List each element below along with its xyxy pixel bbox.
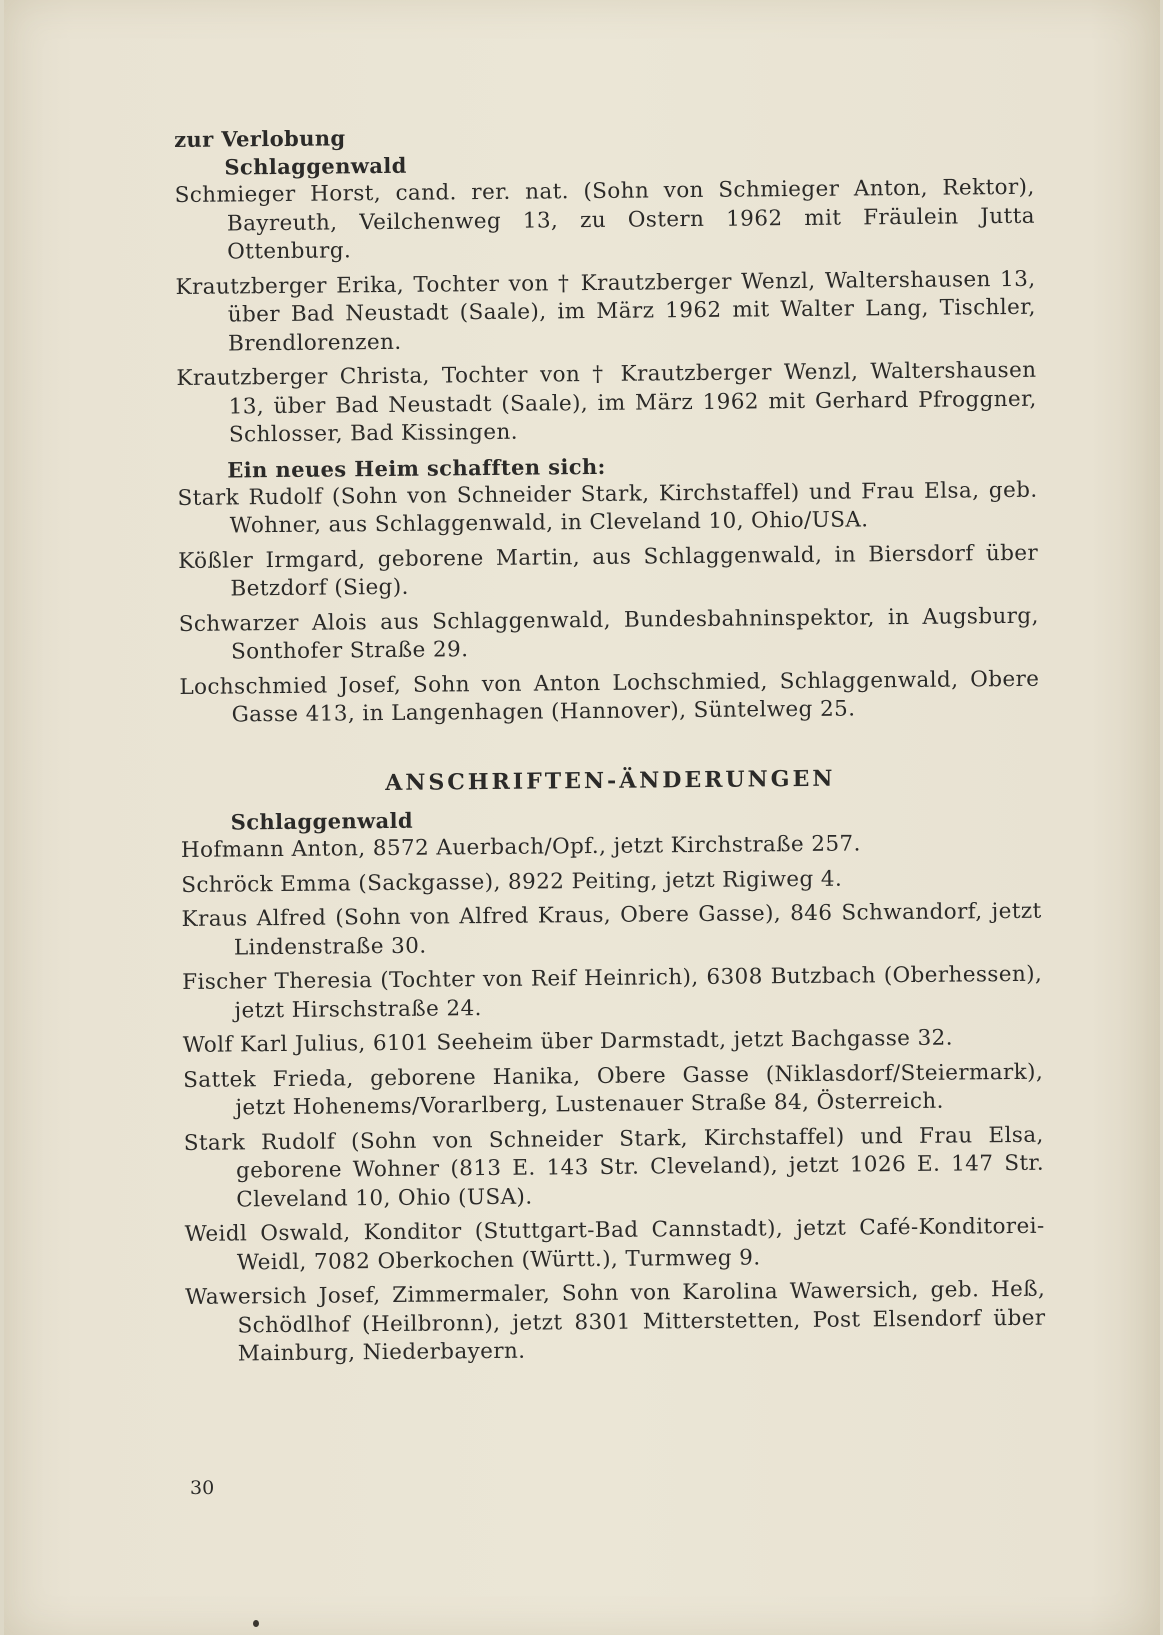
- address-change-entry: Stark Rudolf (Sohn von Schneider Stark, Kirchstaffel) und Frau Elsa, geborene Wohner (813 E. 143 Str. Cleveland), jetzt 1026 E. 147 Str. Cleveland 10, Ohio (USA).: [183, 1122, 1045, 1212]
- heading-new-home: Ein neues Heim schafften sich:: [227, 453, 606, 483]
- address-change-entry: Wawersich Josef, Zimmermaler, Sohn von Karolina Wawersich, geb. Heß, Schödlhof (Heilbronn), jetzt 8301 Mitterstetten, Post Elsendorf über Mainburg, Niederbayern.: [185, 1276, 1046, 1367]
- page-body: [174, 118, 1046, 1376]
- engagement-entry: Krautzberger Erika, Tochter von † Krautzberger Wenzl, Waltershausen 13, über Bad Neustadt (Saale), im März 1962 mit Walter Lang, Tischler, Brendlorenzen.: [175, 266, 1036, 356]
- heading-engagement: zur Verlobung: [174, 125, 346, 152]
- home-entry: Lochschmied Josef, Sohn von Anton Lochschmied, Schlaggenwald, Obere Gasse 413, in Langenhagen (Hannover), Süntelweg 25.: [179, 666, 1040, 728]
- address-change-entry: Schröck Emma (Sackgasse), 8922 Peiting, jetzt Rigiweg 4.: [181, 866, 843, 898]
- section-title: ANSCHRIFTEN-ÄNDERUNGEN: [385, 765, 836, 796]
- home-entry: Kößler Irmgard, geborene Martin, aus Schlaggenwald, in Biersdorf über Betzdorf (Sieg).: [178, 540, 1039, 602]
- engagement-entry: Schmieger Horst, cand. rer. nat. (Sohn von Schmieger Anton, Rektor), Bayreuth, Veilchenweg 13, zu Ostern 1962 mit Fräulein Jutta Ottenburg.: [174, 174, 1036, 265]
- address-change-entry: Hofmann Anton, 8572 Auerbach/Opf., jetzt Kirchstraße 257.: [180, 831, 861, 863]
- ink-speck: [253, 1620, 259, 1627]
- address-change-entry: Sattek Frieda, geborene Hanika, Obere Gasse (Niklasdorf/Steiermark), jetzt Hohenems/Vorarlberg, Lustenauer Straße 84, Österreich.: [183, 1059, 1044, 1121]
- address-change-entry: Weidl Oswald, Konditor (Stuttgart-Bad Cannstadt), jetzt Café-Konditorei-Weidl, 7082 Oberkochen (Württ.), Turmweg 9.: [184, 1213, 1045, 1275]
- address-change-entry: Wolf Karl Julius, 6101 Seeheim über Darmstadt, jetzt Bachgasse 32.: [182, 1025, 954, 1058]
- address-change-entry: Fischer Theresia (Tochter von Reif Heinrich), 6308 Butzbach (Oberhessen), jetzt Hirschstraße 24.: [182, 961, 1043, 1023]
- engagement-entry: Krautzberger Christa, Tochter von † Krautzberger Wenzl, Waltershausen 13, über Bad Neustadt (Saale), im März 1962 mit Gerhard Pfroggner, Schlosser, Bad Kissingen.: [176, 357, 1037, 448]
- address-change-entry: Kraus Alfred (Sohn von Alfred Kraus, Obere Gasse), 846 Schwandorf, jetzt Lindenstraße 30.: [181, 898, 1042, 960]
- place-heading: Schlaggenwald: [224, 152, 407, 180]
- page-number: 30: [190, 1477, 215, 1499]
- place-heading: Schlaggenwald: [230, 807, 414, 835]
- home-entry: Stark Rudolf (Sohn von Schneider Stark, Kirchstaffel) und Frau Elsa, geb. Wohner, aus Schlaggenwald, in Cleveland 10, Ohio/USA.: [177, 477, 1038, 539]
- home-entry: Schwarzer Alois aus Schlaggenwald, Bundesbahninspektor, in Augsburg, Sonthofer Straße 29.: [178, 603, 1039, 665]
- book-page: [4, 0, 1160, 1635]
